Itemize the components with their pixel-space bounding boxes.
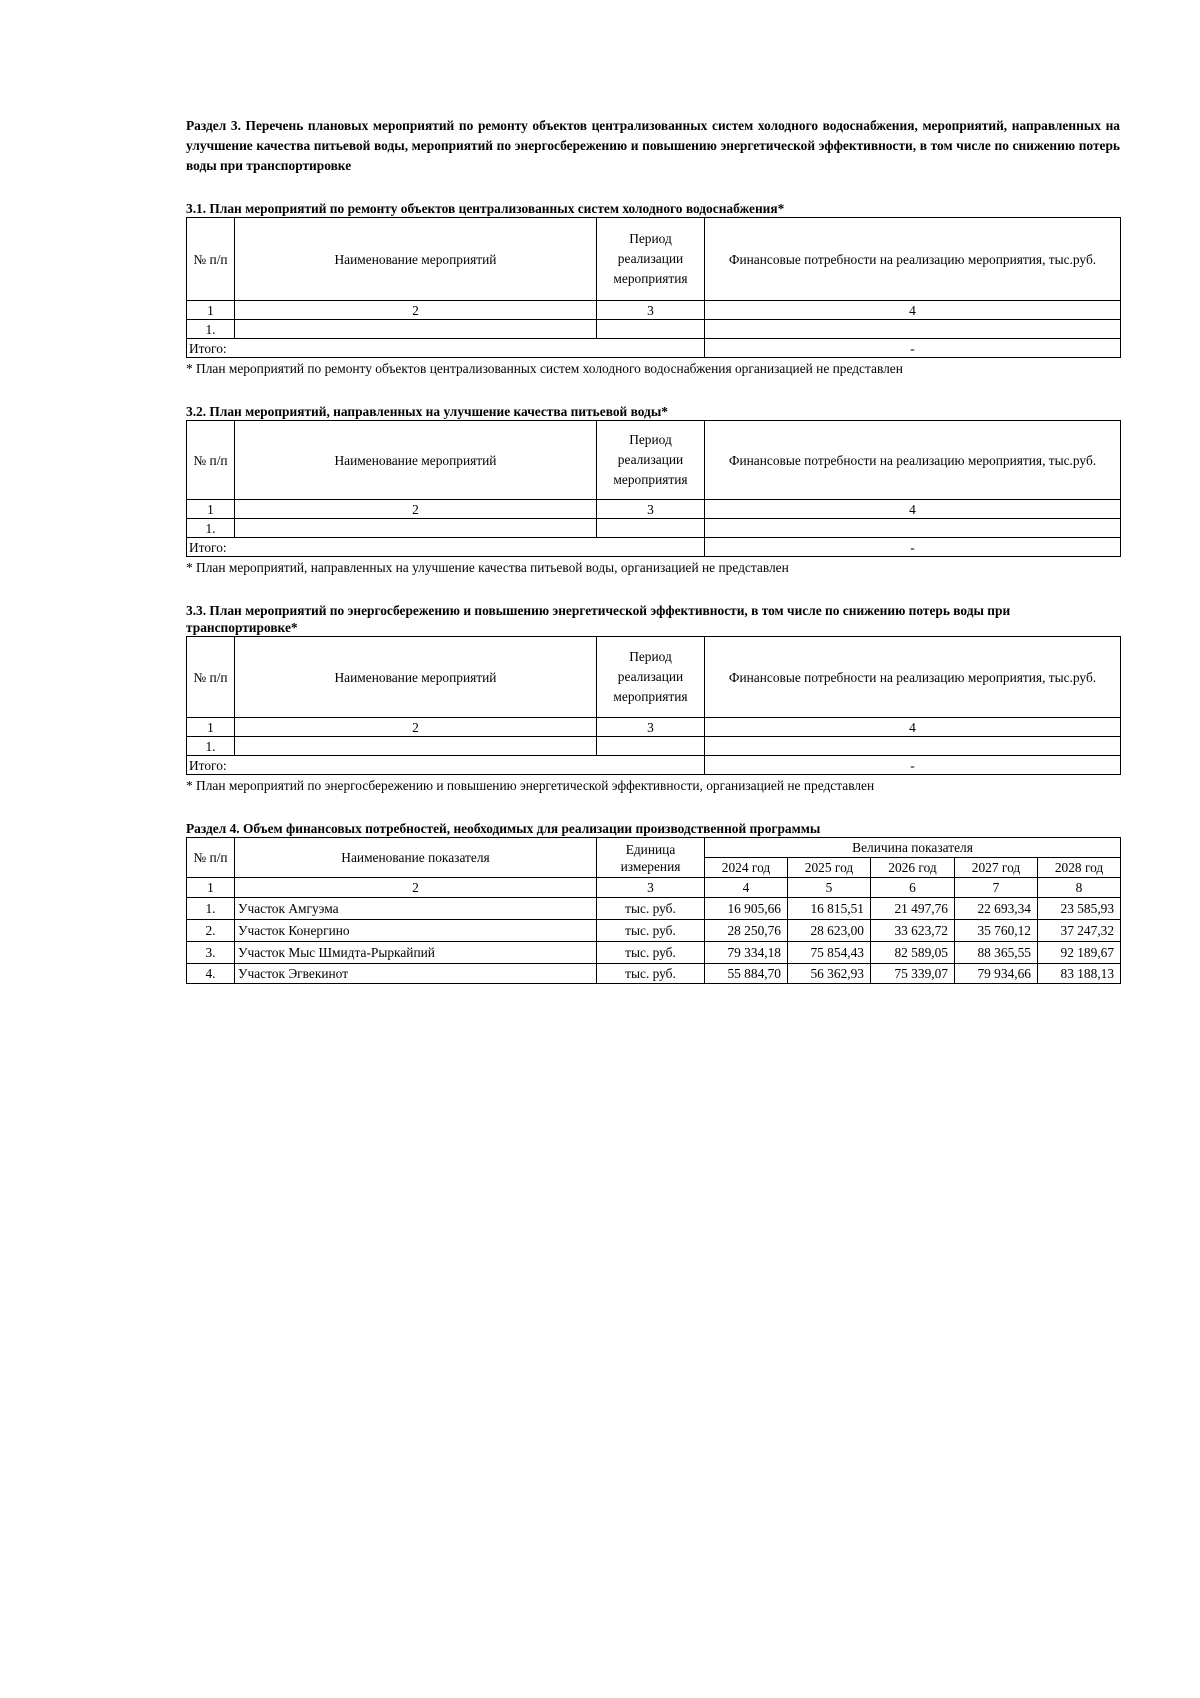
table-row [187,519,1121,538]
fin-row-value-2026: 75 339,07 [871,964,955,984]
row-finance [705,320,1121,339]
fin-header-unit: Единица измерения [597,838,705,878]
finance-header-row [187,838,1121,858]
total-label: Итого: [187,339,705,358]
row-finance [705,519,1121,538]
row-num: 1. [187,737,235,756]
fin-row-name: Участок Мыс Шмидта-Рыркайпий [235,942,597,964]
total-row [187,756,1121,775]
colnum-1: 1 [187,718,235,737]
fin-row-value-2025: 56 362,93 [788,964,871,984]
plan32-note: * План мероприятий, направленных на улучшение качества питьевой воды, организацией не представлен [186,560,789,575]
row-period [597,320,705,339]
fin-colnum-5: 5 [788,878,871,898]
fin-row-value-2026: 82 589,05 [871,942,955,964]
row-period [597,519,705,538]
colnum-3: 3 [597,718,705,737]
header-num: № п/п [187,218,235,301]
plan33-note: * План мероприятий по энергосбережению и повышению энергетической эффективности, организацией не представлен [186,778,875,793]
colnum-2: 2 [235,301,597,320]
fin-row-name: Участок Конергино [235,920,597,942]
total-label: Итого: [187,756,705,775]
fin-row-value-2027: 22 693,34 [955,898,1038,920]
fin-row-num: 3. [187,942,235,964]
year-2024: 2024 год [705,858,788,878]
fin-row-num: 1. [187,898,235,920]
column-number-row [187,718,1121,737]
fin-header-name: Наименование показателя [235,838,597,878]
fin-colnum-1: 1 [187,878,235,898]
total-value: - [705,538,1121,557]
fin-row-unit: тыс. руб. [597,898,705,920]
fin-colnum-3: 3 [597,878,705,898]
fin-row-name: Участок Амгуэма [235,898,597,920]
plan31-title: 3.1. План мероприятий по ремонту объектов централизованных систем холодного водоснабжения* [186,201,785,216]
fin-row-value-2024: 55 884,70 [705,964,788,984]
colnum-4: 4 [705,718,1121,737]
row-finance [705,737,1121,756]
fin-row-value-2027: 35 760,12 [955,920,1038,942]
plan32-title: 3.2. План мероприятий, направленных на улучшение качества питьевой воды* [186,404,668,419]
header-finance: Финансовые потребности на реализацию мероприятия, тыс.руб. [705,218,1121,301]
header-name: Наименование мероприятий [235,421,597,500]
fin-header-value: Величина показателя [705,838,1121,858]
table-row [187,320,1121,339]
header-num: № п/п [187,637,235,718]
year-2028: 2028 год [1038,858,1121,878]
total-row [187,538,1121,557]
fin-row-value-2024: 16 905,66 [705,898,788,920]
row-period [597,737,705,756]
fin-row-value-2025: 75 854,43 [788,942,871,964]
header-period: Период реализации мероприятия [597,218,705,301]
colnum-1: 1 [187,301,235,320]
header-name: Наименование мероприятий [235,218,597,301]
year-2026: 2026 год [871,858,955,878]
section3-title: Раздел 3. Перечень плановых мероприятий по ремонту объектов централизованных систем холодного водоснабжения, мероприятий, направленных на улучшение качества питьевой воды, мероприятий по энергосбережению и повышению энергетической эффективности, в том числе по снижению потерь воды при транспортировке [186,118,1120,173]
fin-row-value-2028: 37 247,32 [1038,920,1121,942]
colnum-3: 3 [597,500,705,519]
colnum-1: 1 [187,500,235,519]
fin-colnum-4: 4 [705,878,788,898]
section4-title: Раздел 4. Объем финансовых потребностей, необходимых для реализации производственной программы [186,821,821,836]
row-num: 1. [187,320,235,339]
table-row [187,898,1121,920]
header-period: Период реализации мероприятия [597,637,705,718]
colnum-3: 3 [597,301,705,320]
total-row [187,339,1121,358]
finance-table [186,837,1121,984]
fin-row-value-2026: 33 623,72 [871,920,955,942]
colnum-2: 2 [235,500,597,519]
table-row [187,942,1121,964]
fin-header-num: № п/п [187,838,235,878]
row-name [235,320,597,339]
finance-colnum-row [187,878,1121,898]
fin-row-unit: тыс. руб. [597,942,705,964]
header-period: Период реализации мероприятия [597,421,705,500]
fin-colnum-6: 6 [871,878,955,898]
row-name [235,519,597,538]
fin-row-num: 2. [187,920,235,942]
table-header-row [187,218,1121,301]
row-num: 1. [187,519,235,538]
header-name: Наименование мероприятий [235,637,597,718]
plan31-table [186,217,1121,358]
fin-row-unit: тыс. руб. [597,920,705,942]
colnum-2: 2 [235,718,597,737]
plan31-note: * План мероприятий по ремонту объектов централизованных систем холодного водоснабжения организацией не представлен [186,361,903,376]
plan32-table [186,420,1121,557]
colnum-4: 4 [705,301,1121,320]
fin-row-unit: тыс. руб. [597,964,705,984]
document-page [186,116,1120,984]
fin-row-value-2028: 92 189,67 [1038,942,1121,964]
table-header-row [187,421,1121,500]
fin-row-value-2027: 79 934,66 [955,964,1038,984]
header-finance: Финансовые потребности на реализацию мероприятия, тыс.руб. [705,637,1121,718]
fin-row-value-2028: 83 188,13 [1038,964,1121,984]
fin-row-name: Участок Эгвекинот [235,964,597,984]
table-row [187,964,1121,984]
fin-row-value-2025: 16 815,51 [788,898,871,920]
column-number-row [187,500,1121,519]
plan33-title: 3.3. План мероприятий по энергосбережению и повышению энергетической эффективности, в том числе по снижению потерь воды при транспортировке* [186,603,1011,635]
header-finance: Финансовые потребности на реализацию мероприятия, тыс.руб. [705,421,1121,500]
year-2027: 2027 год [955,858,1038,878]
column-number-row [187,301,1121,320]
fin-row-value-2024: 79 334,18 [705,942,788,964]
fin-colnum-8: 8 [1038,878,1121,898]
fin-row-value-2027: 88 365,55 [955,942,1038,964]
total-value: - [705,756,1121,775]
table-row [187,920,1121,942]
table-row [187,737,1121,756]
fin-row-value-2026: 21 497,76 [871,898,955,920]
fin-row-value-2028: 23 585,93 [1038,898,1121,920]
row-name [235,737,597,756]
fin-row-value-2025: 28 623,00 [788,920,871,942]
table-header-row [187,637,1121,718]
fin-row-value-2024: 28 250,76 [705,920,788,942]
fin-colnum-7: 7 [955,878,1038,898]
year-2025: 2025 год [788,858,871,878]
fin-row-num: 4. [187,964,235,984]
colnum-4: 4 [705,500,1121,519]
total-value: - [705,339,1121,358]
fin-colnum-2: 2 [235,878,597,898]
total-label: Итого: [187,538,705,557]
plan33-table [186,636,1121,775]
header-num: № п/п [187,421,235,500]
